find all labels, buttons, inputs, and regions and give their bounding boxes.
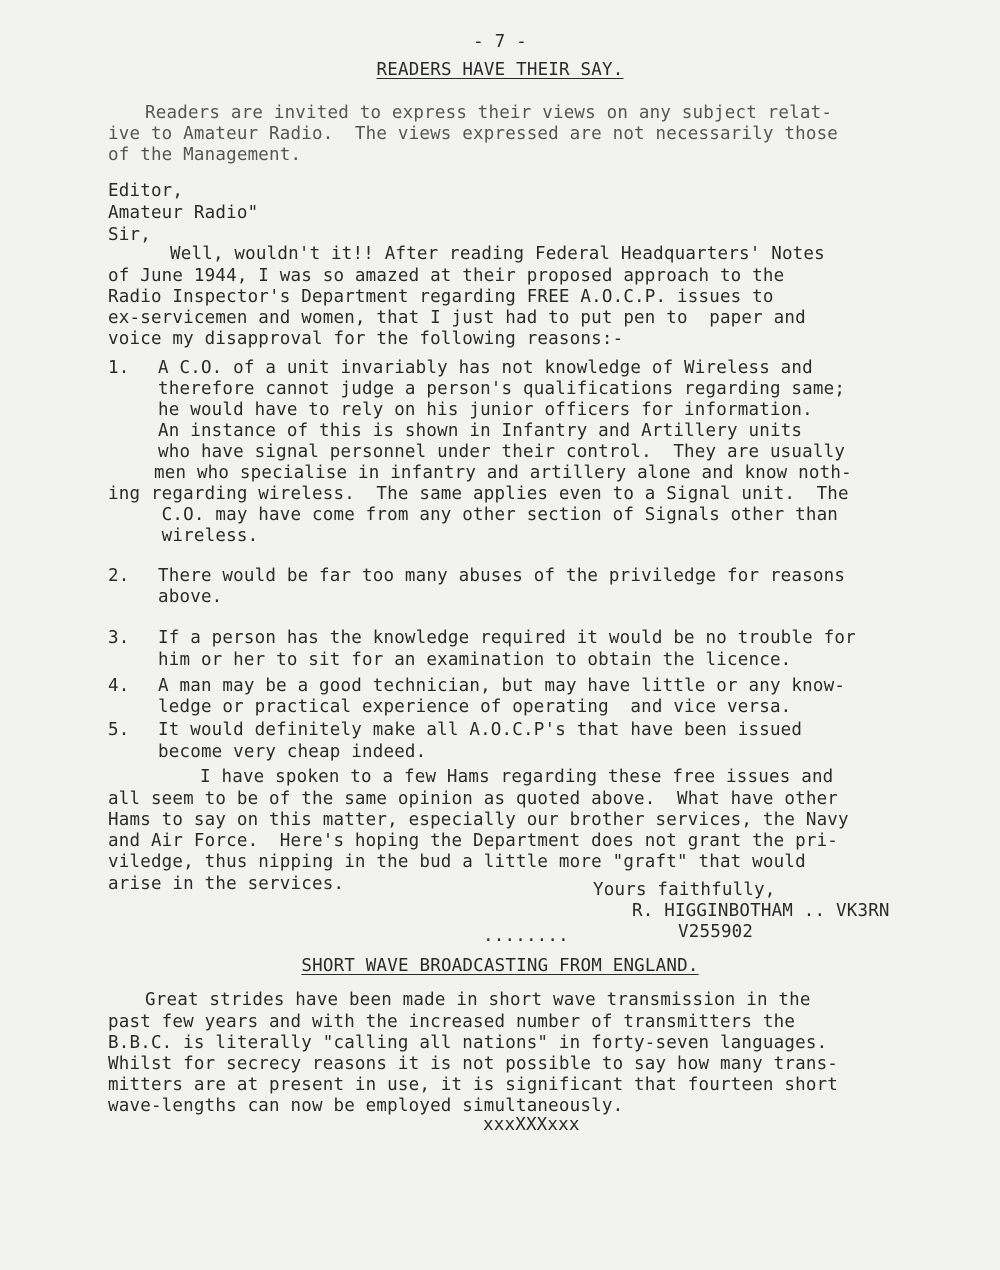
- reason-line: ledge or practical experience of operating and vice versa.: [158, 697, 792, 717]
- shortwave-line: Great strides have been made in short wave transmission in the: [145, 990, 811, 1010]
- closing-line: Hams to say on this matter, especially our brother services, the Navy: [108, 810, 849, 830]
- salutation-line: Sir,: [108, 225, 151, 245]
- page-number: - 7 -: [473, 32, 527, 52]
- reason-line: above.: [158, 587, 223, 607]
- reason-line: There would be far too many abuses of the priviledge for reasons: [158, 566, 846, 586]
- section-title-readers: READERS HAVE THEIR SAY.: [376, 60, 624, 80]
- reason-line: wireless.: [108, 526, 259, 546]
- separator-dots: ........: [483, 926, 569, 946]
- reason-line: men who specialise in infantry and artillery alone and know noth-: [154, 463, 852, 483]
- reason-number: 4.: [108, 676, 130, 696]
- signature-name: R. HIGGINBOTHAM .. VK3RN: [632, 901, 890, 921]
- reason-number: 5.: [108, 720, 130, 740]
- reason-number: 2.: [108, 566, 130, 586]
- intro-line: Readers are invited to express their views on any subject relat-: [145, 103, 833, 123]
- reason-line: ing regarding wireless. The same applies even to a Signal unit. The: [108, 484, 849, 504]
- shortwave-line: B.B.C. is literally "calling all nations" in forty-seven languages.: [108, 1033, 828, 1053]
- closing-line: all seem to be of the same opinion as quoted above. What have other: [108, 789, 839, 809]
- intro-line: of the Management.: [108, 145, 302, 165]
- reason-line: An instance of this is shown in Infantry and Artillery units: [158, 421, 803, 441]
- reason-number: 1.: [108, 358, 130, 378]
- letter-line: voice my disapproval for the following reasons:-: [108, 329, 624, 349]
- closing-line: and Air Force. Here's hoping the Department does not grant the pri-: [108, 831, 839, 851]
- shortwave-line: past few years and with the increased number of transmitters the: [108, 1012, 796, 1032]
- reason-line: who have signal personnel under their control. They are usually: [158, 442, 846, 462]
- reason-line: It would definitely make all A.O.C.P's that have been issued: [158, 720, 803, 740]
- salutation-line: Amateur Radio": [108, 203, 259, 223]
- closing-line: arise in the services.: [108, 874, 345, 894]
- letter-line: ex-servicemen and women, that I just had to put pen to paper and: [108, 308, 806, 328]
- reason-line: A man may be a good technician, but may have little or any know-: [158, 676, 846, 696]
- reason-line: A C.O. of a unit invariably has not knowledge of Wireless and: [158, 358, 813, 378]
- section-title-shortwave: SHORT WAVE BROADCASTING FROM ENGLAND.: [301, 956, 699, 976]
- reason-number: 3.: [108, 628, 130, 648]
- shortwave-line: Whilst for secrecy reasons it is not possible to say how many trans-: [108, 1054, 839, 1074]
- letter-line: Radio Inspector's Department regarding FREE A.O.C.P. issues to: [108, 287, 774, 307]
- end-mark: xxxXXXxxx: [483, 1115, 580, 1135]
- reason-line: become very cheap indeed.: [158, 742, 427, 762]
- letter-line: Well, wouldn't it!! After reading Federal Headquarters' Notes: [170, 244, 825, 264]
- reason-line: him or her to sit for an examination to obtain the licence.: [158, 650, 792, 670]
- shortwave-line: mitters are at present in use, it is significant that fourteen short: [108, 1075, 839, 1095]
- reason-line: If a person has the knowledge required it would be no trouble for: [158, 628, 856, 648]
- closing-line: I have spoken to a few Hams regarding these free issues and: [200, 767, 834, 787]
- closing-line: viledge, thus nipping in the bud a little more "graft" that would: [108, 852, 806, 872]
- shortwave-line: wave-lengths can now be employed simultaneously.: [108, 1096, 624, 1116]
- salutation-line: Editor,: [108, 181, 184, 201]
- reason-line: C.O. may have come from any other section of Signals other than: [108, 505, 839, 525]
- letter-line: of June 1944, I was so amazed at their proposed approach to the: [108, 266, 785, 286]
- valediction: Yours faithfully,: [593, 880, 776, 900]
- reason-line: he would have to rely on his junior officers for information.: [158, 400, 813, 420]
- reason-line: therefore cannot judge a person's qualifications regarding same;: [158, 379, 846, 399]
- signature-number: V255902: [678, 922, 754, 942]
- intro-line: ive to Amateur Radio. The views expressed are not necessarily those: [108, 124, 839, 144]
